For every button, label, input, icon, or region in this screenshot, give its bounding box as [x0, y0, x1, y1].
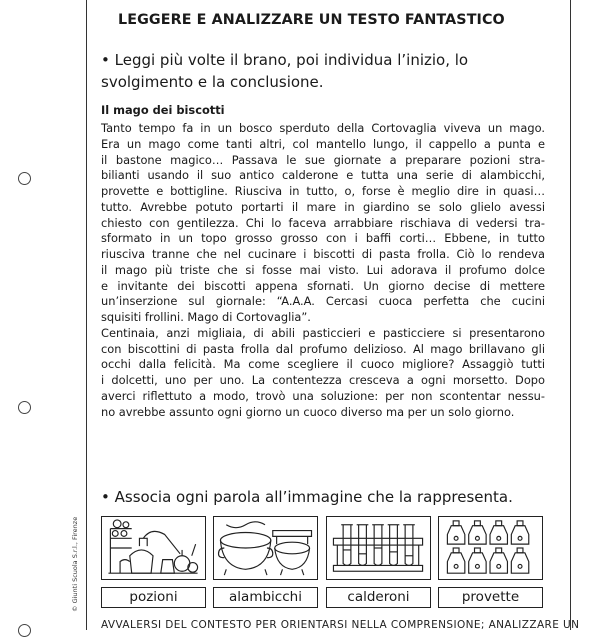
instruction-read: • Leggi più volte il brano, poi individua l’inizio, lo svolgimento e la conclusione.: [101, 51, 469, 91]
word-box-provette: provette: [438, 587, 543, 608]
instruction-match: • Associa ogni parola all’immagine che la rappresenta.: [101, 488, 513, 506]
story-line: squisiti frollini. Mago di Cortovaglia”.: [101, 310, 311, 325]
pozioni-illustration: [438, 516, 543, 580]
page-title: LEGGERE E ANALIZZARE UN TESTO FANTASTICO: [118, 12, 505, 28]
binder-hole: [18, 624, 31, 637]
story-line: i dolcetti, uno per uno. La contentezza cresceva a ogni morsetto. Dopo: [101, 373, 545, 388]
story-line: il bastone magico… Passava le sue giornate a preparare pozioni stra-: [101, 152, 545, 167]
bottom-cut-text: AVVALERSI DEL CONTESTO PER ORIENTARSI NELLA COMPRENSIONE; ANALIZZARE UN: [101, 619, 580, 631]
story-line: occhi dalla felicità. Ma come scegliere il cuoco migliore? Assaggiò tutti: [101, 357, 545, 372]
story-line: Tanto tempo fa in un bosco sperduto della Cortovaglia viveva un mago.: [101, 121, 545, 135]
story-line: riusciva tranne che nel cucinare i biscotti di pasta frolla. Ciò lo rendeva: [101, 247, 545, 262]
story-line: averci riflettuto a modo, trovò una soluzione: per non scontentar nessu-: [101, 389, 545, 404]
calderone-illustration: [213, 516, 318, 580]
provette-illustration: [326, 516, 431, 580]
story-line: no avrebbe assunto ogni giorno un cuoco diverso ma per un solo giorno.: [101, 404, 515, 419]
binder-hole: [18, 401, 31, 414]
story-line: tutto. Avrebbe potuto portarti il mare in giardino se solo glielo avessi: [101, 199, 545, 214]
story-line: sformato in un topo grosso grosso con i baffi corti… Ebbene, in tutto: [101, 231, 545, 246]
story-line: un’inserzione sul giornale: “A.A.A. Cercasi cuoca perfetta che cucini: [101, 294, 545, 309]
story-line: chiesto con gentilezza. Chi lo faceva arrabbiare rischiava di vedersi tra-: [101, 215, 545, 230]
left-margin-line: [86, 0, 87, 630]
word-box-alambicchi: alambicchi: [213, 587, 318, 608]
story-text: [101, 121, 545, 421]
word-box-calderoni: calderoni: [326, 587, 431, 608]
story-title: Il mago dei biscotti: [101, 103, 225, 117]
story-line: bilianti usando il suo antico calderone e tutta una serie di alambicchi,: [101, 168, 545, 183]
story-line: Era un mago come tanti altri, col mantello lungo, il cappello a punta e: [101, 136, 545, 151]
story-line: Centinaia, anzi migliaia, di abili pasticcieri e pasticciere si presentarono: [101, 325, 545, 340]
word-box-pozioni: pozioni: [101, 587, 206, 608]
story-line: il mago più triste che si fosse mai visto. Lui adorava il profumo dolce: [101, 262, 545, 277]
story-line: provette e bottigline. Riusciva in tutto, o, forse è meglio dire in quasi…: [101, 184, 545, 199]
binder-hole: [18, 172, 31, 185]
right-margin-line: [570, 0, 571, 630]
story-line: con biscottini di pasta frolla dal profumo delizioso. Al mago brillavano gli: [101, 341, 545, 356]
story-line: e invitante dei biscotti appena sfornati. Un giorno decise di mettere: [101, 278, 545, 293]
copyright-credit: © Giunti Scuola S.r.l., Firenze: [71, 516, 79, 612]
alambicchi-illustration: [101, 516, 206, 580]
